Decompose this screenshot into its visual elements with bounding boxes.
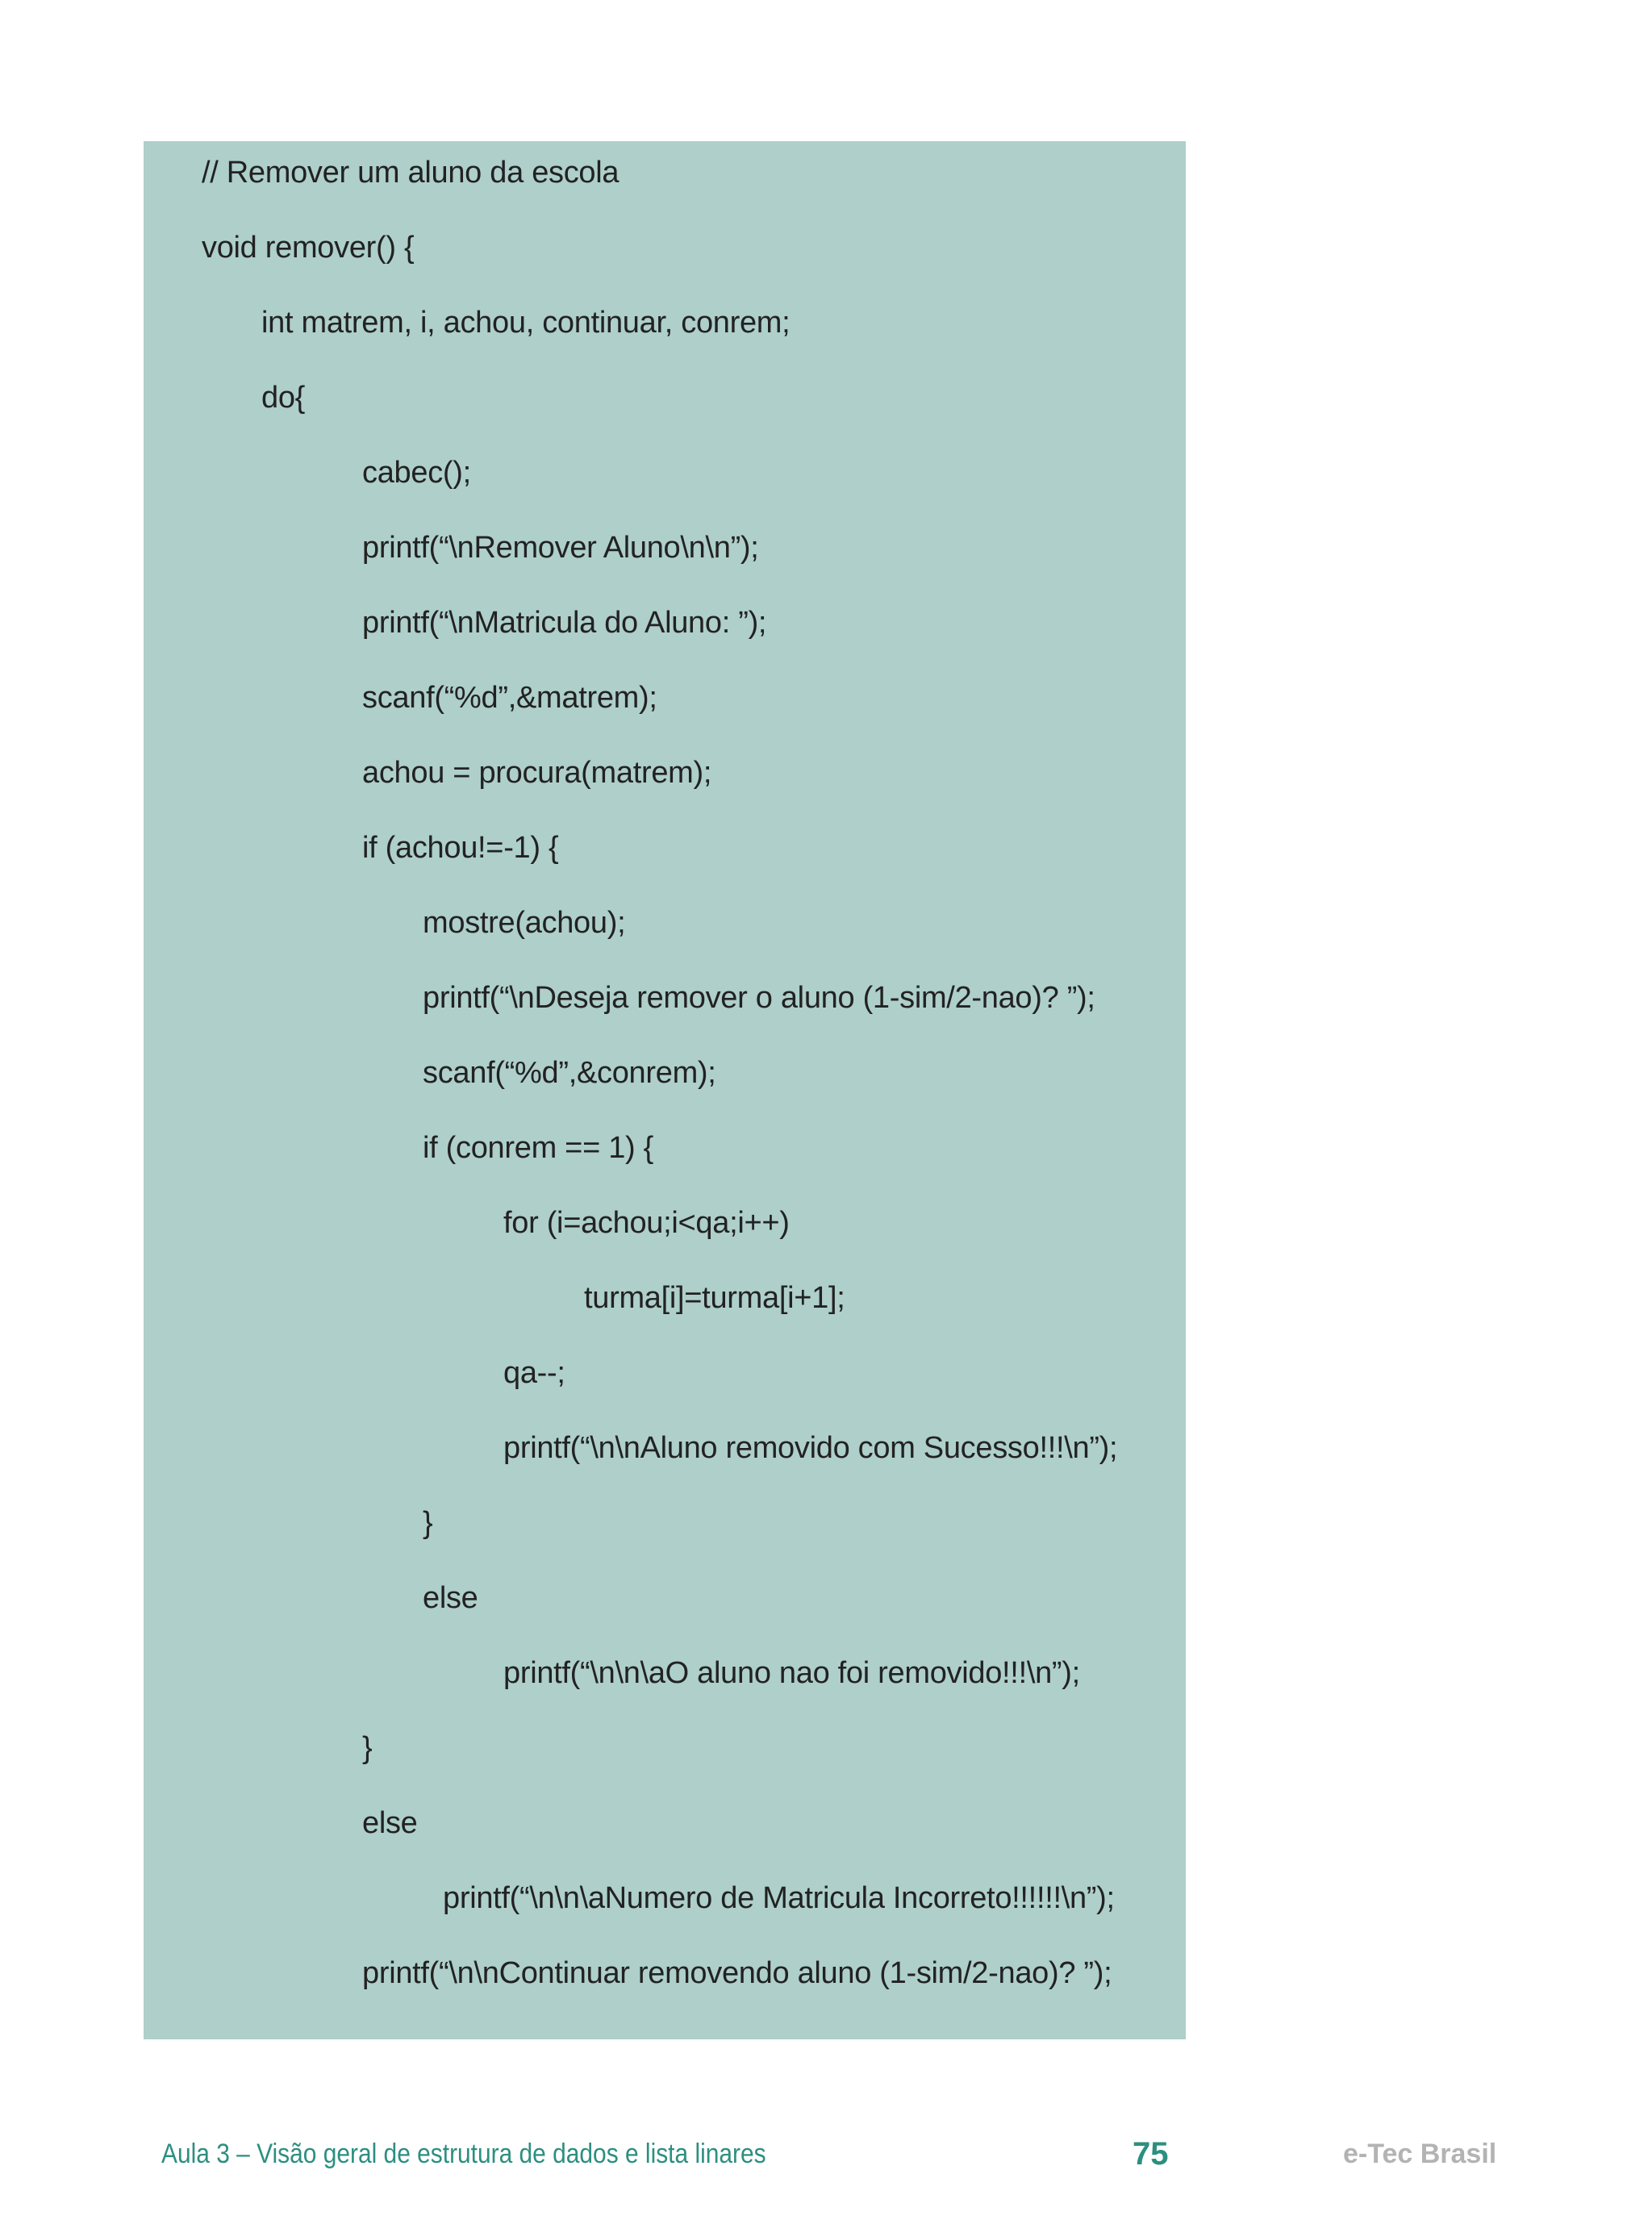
code-line: printf(“\n\nContinuar removendo aluno (1-sim/2-nao)? ”); bbox=[362, 1956, 1112, 1990]
code-line: if (conrem == 1) { bbox=[423, 1131, 654, 1165]
code-comment: // Remover um aluno da escola bbox=[202, 156, 620, 190]
code-line: achou = procura(matrem); bbox=[362, 756, 712, 790]
code-line: scanf(“%d”,&matrem); bbox=[362, 681, 657, 715]
code-line: printf(“\nDeseja remover o aluno (1-sim/2-nao)? ”); bbox=[423, 981, 1095, 1015]
code-line: void remover() { bbox=[202, 231, 415, 265]
code-line: printf(“\nMatricula do Aluno: ”); bbox=[362, 606, 767, 640]
code-line: } bbox=[423, 1506, 433, 1540]
code-line: int matrem, i, achou, continuar, conrem; bbox=[261, 306, 791, 340]
code-line: } bbox=[362, 1731, 373, 1765]
code-line: for (i=achou;i<qa;i++) bbox=[503, 1206, 790, 1240]
code-line: turma[i]=turma[i+1]; bbox=[584, 1281, 845, 1315]
footer-lesson-title: Aula 3 – Visão geral de estrutura de dados e lista linares bbox=[161, 2139, 766, 2169]
code-line: printf(“\n\nAluno removido com Sucesso!!!\n”); bbox=[503, 1431, 1118, 1465]
code-line: scanf(“%d”,&conrem); bbox=[423, 1056, 716, 1090]
code-line: qa--; bbox=[503, 1356, 565, 1390]
footer-publication: e-Tec Brasil bbox=[1343, 2139, 1497, 2169]
code-line: if (achou!=-1) { bbox=[362, 831, 559, 865]
code-line: printf(“\n\n\aNumero de Matricula Incorreto!!!!!!\n”); bbox=[443, 1881, 1115, 1915]
code-line: do{ bbox=[261, 381, 306, 415]
code-listing bbox=[144, 141, 1186, 2039]
code-line: else bbox=[362, 1806, 418, 1840]
code-line: printf(“\nRemover Aluno\n\n”); bbox=[362, 531, 759, 565]
code-line: printf(“\n\n\aO aluno nao foi removido!!!\n”); bbox=[503, 1656, 1080, 1690]
code-line: cabec(); bbox=[362, 456, 471, 490]
page-number: 75 bbox=[1133, 2136, 1169, 2172]
code-line: mostre(achou); bbox=[423, 906, 626, 940]
code-line: else bbox=[423, 1581, 478, 1615]
